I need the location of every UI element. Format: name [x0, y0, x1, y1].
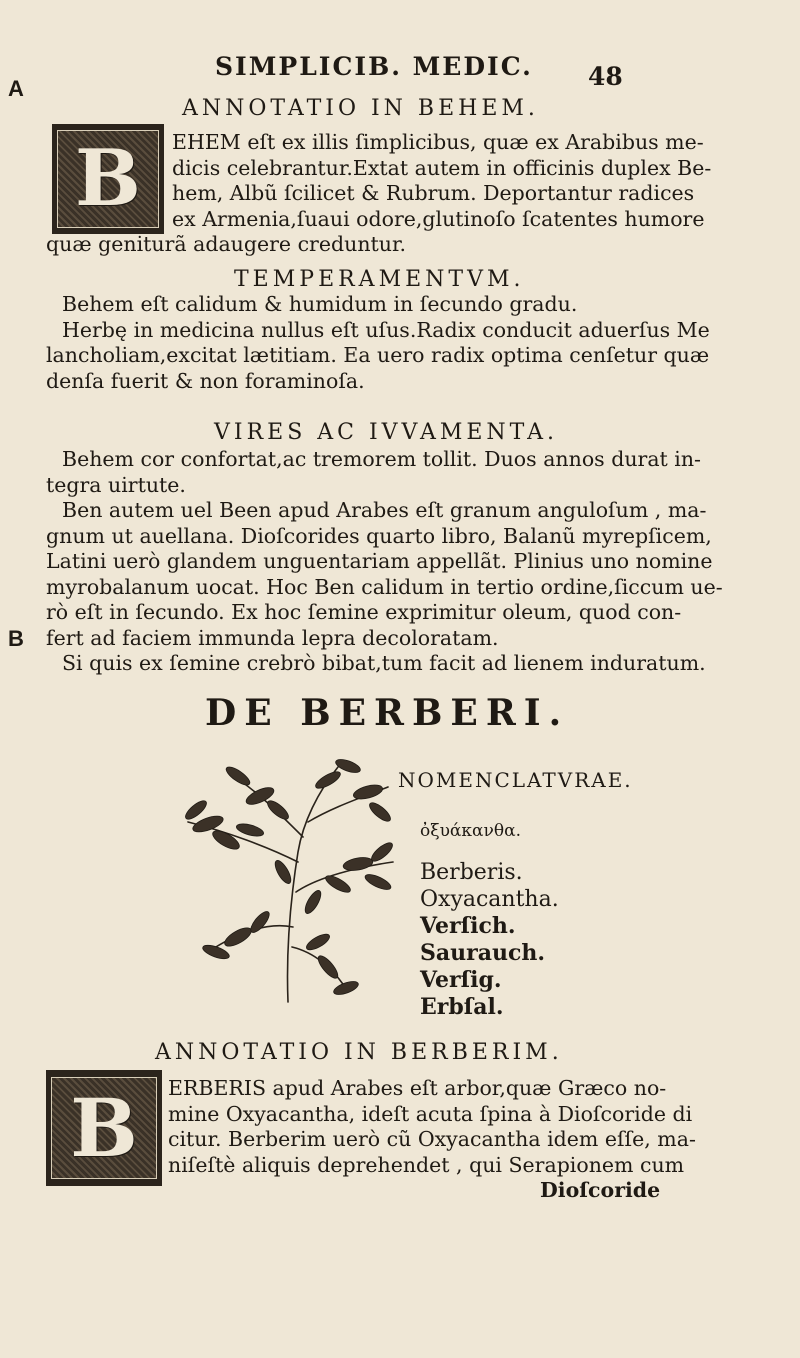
paragraph-behem-intro — [172, 130, 711, 232]
decorated-initial-b-berberis — [46, 1070, 162, 1186]
running-head: SIMPLICIB. MEDIC. — [215, 52, 533, 81]
text-line: citur. Berberim uerò cũ Oxyacantha idem eſſe, ma- — [168, 1127, 696, 1151]
text-line: Behem eſt calidum & humidum in ſecundo gradu. — [62, 292, 578, 316]
text-line: dicis celebrantur.Extat autem in officinis duplex Be- — [172, 155, 712, 180]
heading-temperamentum: TEMPERAMENTVM. — [234, 267, 525, 292]
paragraph-behem-intro-end — [46, 232, 406, 258]
text-line: tegra uirtute. — [46, 472, 186, 497]
name-german: Saurauch. — [420, 940, 546, 966]
text-line: mine Oxyacantha, ideſt acuta ſpina à Dioſcoride di — [168, 1101, 693, 1126]
paragraph-vires — [46, 447, 723, 677]
heading-annotatio-behem: ANNOTATIO IN BEHEM. — [182, 96, 539, 121]
margin-letter-b: B — [8, 626, 24, 651]
paragraph-temperamentum — [46, 292, 710, 394]
text-line: ex Armenia,ſuaui odore,glutinoſo ſcatentes humore — [172, 206, 705, 231]
name-latin: Oxyacantha. — [420, 887, 559, 912]
heading-annotatio-berberim: ANNOTATIO IN BERBERIM. — [155, 1040, 563, 1065]
nomenclature-heading: NOMENCLATVRAE. — [398, 768, 633, 792]
initial-letter: B — [75, 133, 141, 225]
decorated-initial-b — [52, 124, 164, 234]
chapter-title-de-berberi: DE BERBERI. — [205, 692, 570, 734]
text-line: gnum ut auellana. Dioſcorides quarto libro, Balanũ myrepſicem, — [46, 523, 712, 548]
heading-vires-ac-iuvamenta: VIRES AC IVVAMENTA. — [214, 420, 559, 445]
margin-letter-a: A — [8, 76, 24, 101]
text-line: lancholiam,excitat lætitiam. Ea uero radix optima cenſetur quæ — [46, 343, 710, 367]
catchword: Dioſcoride — [540, 1178, 661, 1202]
text-line: Latini uerò glandem unguentariam appellãt. Plinius uno nomine — [46, 549, 713, 573]
name-german: Verſich. — [420, 913, 516, 939]
name-latin: Berberis. — [420, 860, 523, 885]
text-line: myrobalanum uocat. Hoc Ben calidum in tertio ordine,ſiccum ue- — [46, 574, 723, 599]
text-line: Herbę in medicina nullus eſt uſus.Radix conducit aduerſus Me — [62, 317, 710, 342]
name-german: Verſig. — [420, 967, 502, 993]
text-line: denſa fuerit & non foraminoſa. — [46, 368, 365, 393]
text-line: Ben autem uel Been apud Arabes eſt granum anguloſum , ma- — [62, 498, 707, 522]
text-line: niſeſtè aliquis deprehendet , qui Serapionem cum — [168, 1152, 685, 1177]
nomenclature-list — [420, 818, 559, 1021]
text-line: ERBERIS apud Arabes eſt arbor,quæ Græco no- — [168, 1076, 667, 1100]
paragraph-berberis — [168, 1076, 696, 1178]
text-line: rò eſt in ſecundo. Ex hoc ſemine exprimitur oleum, quod con- — [46, 600, 682, 624]
text-line: Behem cor confortat,ac tremorem tollit. Duos annos durat in- — [62, 447, 701, 471]
name-german: Erbſal. — [420, 994, 504, 1020]
page-number: 48 — [588, 62, 623, 91]
text-line: quæ geniturã adaugere creduntur. — [46, 232, 407, 256]
text-line: Si quis ex ſemine crebrò bibat,tum facit ad lienem induratum. — [62, 651, 706, 675]
initial-letter: B — [70, 1080, 138, 1175]
text-line: hem, Albũ ſcilicet & Rubrum. Deportantur radices — [172, 181, 695, 205]
berberis-plant-woodcut — [168, 752, 406, 1007]
text-line: EHEM eſt ex illis ſimplicibus, quæ ex Arabibus me- — [172, 130, 704, 154]
text-line: fert ad faciem immunda lepra decoloratam. — [46, 625, 499, 650]
name-greek: ὀξυάκανθα. — [420, 821, 521, 841]
